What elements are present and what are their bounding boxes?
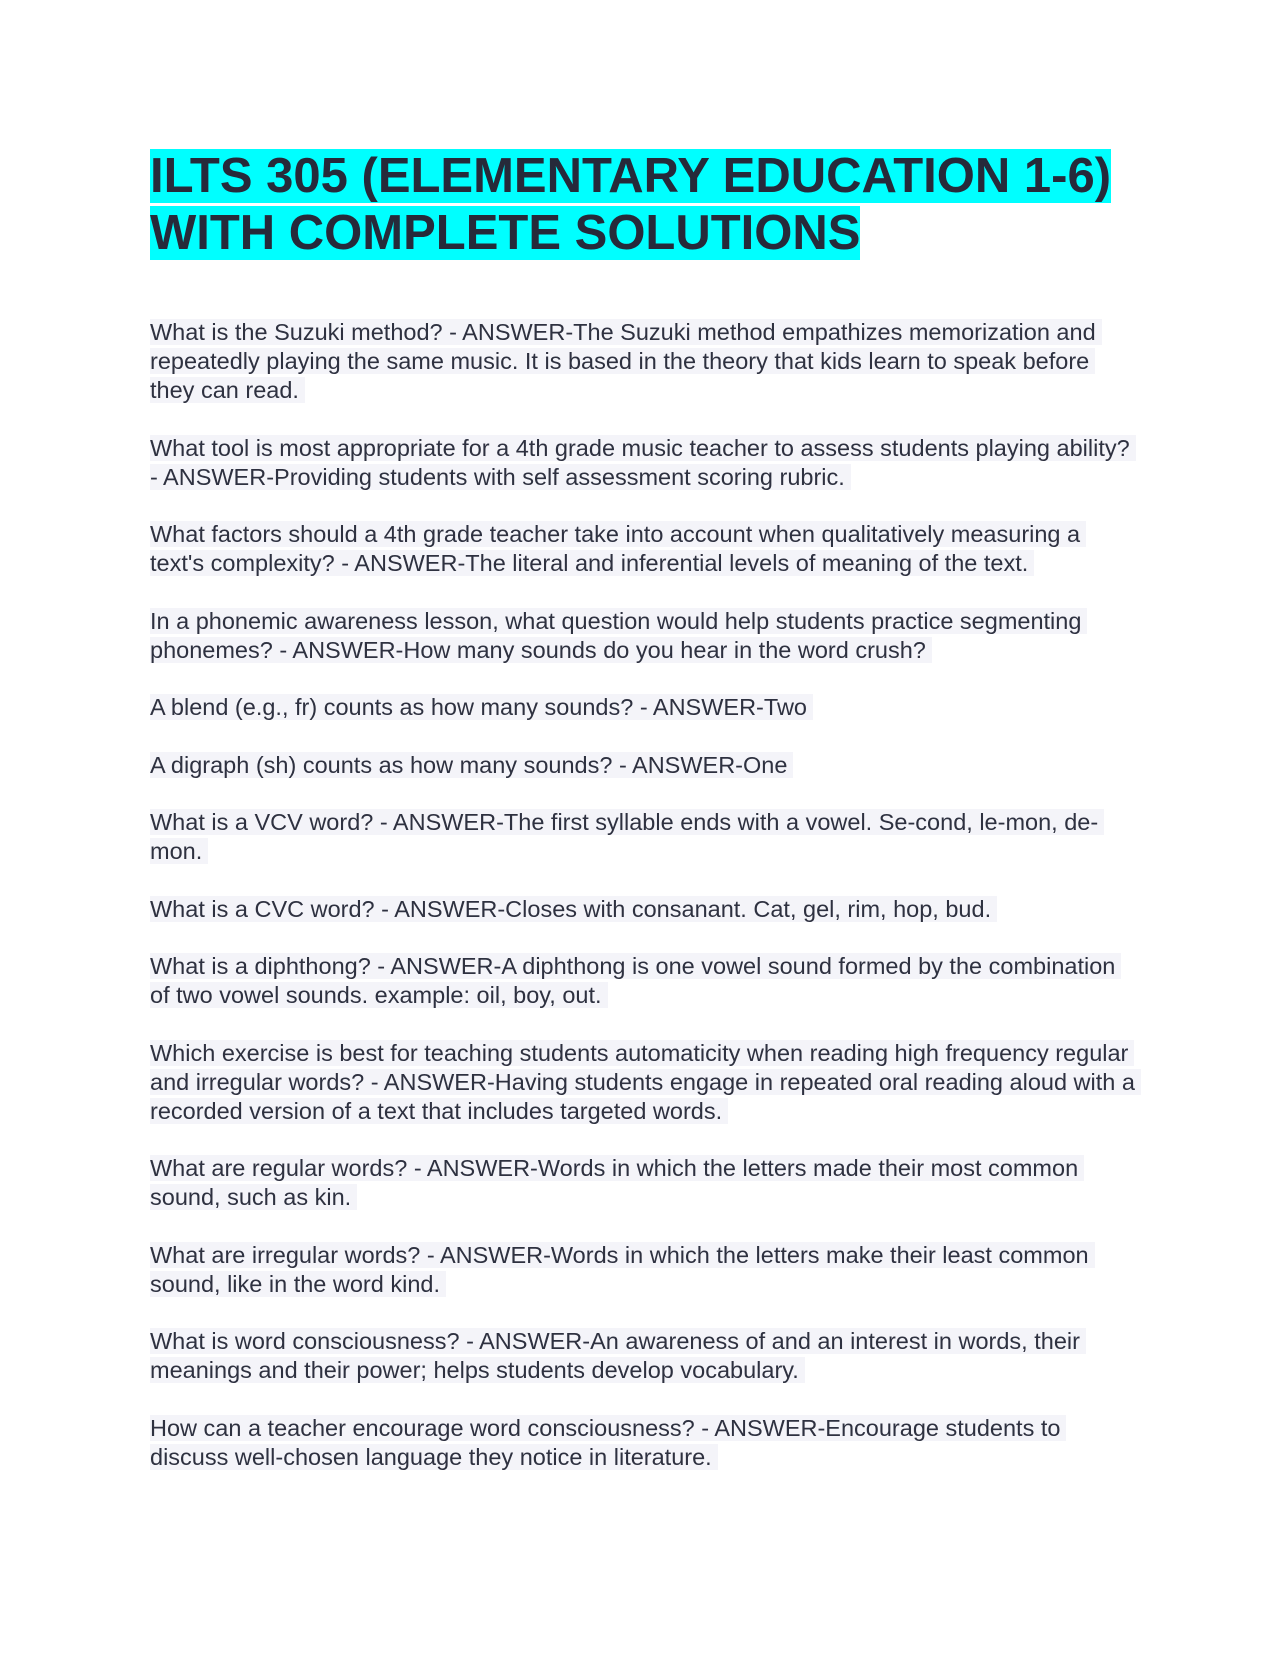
- qa-item-automaticity: [150, 1039, 1140, 1126]
- qa-item-irregular-words: [150, 1241, 1140, 1299]
- document-title-text: ILTS 305 (ELEMENTARY EDUCATION 1-6) WITH COMPLETE SOLUTIONS: [150, 149, 1112, 260]
- qa-item-suzuki-method: [150, 318, 1140, 405]
- qa-item-music-assessment: [150, 434, 1140, 492]
- qa-list: [150, 318, 1140, 1472]
- qa-item-vcv-word: [150, 808, 1140, 866]
- qa-item-digraph: [150, 751, 1140, 780]
- qa-item-regular-words: [150, 1154, 1140, 1212]
- qa-item-text: What is a VCV word? - ANSWER-The first syllable ends with a vowel. Se-cond, le-mon, de-mon.: [150, 809, 1104, 864]
- qa-item-cvc-word: [150, 895, 1140, 924]
- qa-item-encourage-word-consciousness: [150, 1414, 1140, 1472]
- qa-item-segmenting-phonemes: [150, 607, 1140, 665]
- qa-item-blend: [150, 693, 1140, 722]
- document-title: [150, 148, 1140, 262]
- qa-item-text: A digraph (sh) counts as how many sounds? - ANSWER-One: [150, 752, 793, 778]
- qa-item-text: A blend (e.g., fr) counts as how many sounds? - ANSWER-Two: [150, 694, 813, 720]
- qa-item-text: What is a diphthong? - ANSWER-A diphthong is one vowel sound formed by the combination of two vowel sounds. example: oil, boy, out.: [150, 953, 1121, 1008]
- qa-item-text-complexity: [150, 520, 1140, 578]
- qa-item-word-consciousness: [150, 1327, 1140, 1385]
- qa-item-diphthong: [150, 952, 1140, 1010]
- qa-item-text: How can a teacher encourage word consciousness? - ANSWER-Encourage students to discuss well-chosen language they notice in literature.: [150, 1415, 1066, 1470]
- qa-item-text: In a phonemic awareness lesson, what question would help students practice segmenting phonemes? - ANSWER-How many sounds do you hear in the word crush?: [150, 608, 1087, 663]
- qa-item-text: What is the Suzuki method? - ANSWER-The Suzuki method empathizes memorization and repeatedly playing the same music. It is based in the theory that kids learn to speak before they can read.: [150, 319, 1102, 403]
- qa-item-text: What is word consciousness? - ANSWER-An awareness of and an interest in words, their meanings and their power; helps students develop vocabulary.: [150, 1328, 1086, 1383]
- document-page: [150, 148, 1140, 1500]
- qa-item-text: What factors should a 4th grade teacher take into account when qualitatively measuring a text's complexity? - ANSWER-The literal and inferential levels of meaning of the text.: [150, 521, 1086, 576]
- qa-item-text: Which exercise is best for teaching students automaticity when reading high frequency regular and irregular words? - ANSWER-Having students engage in repeated oral reading aloud with a recorded version of a text that includes targeted words.: [150, 1040, 1141, 1124]
- qa-item-text: What are irregular words? - ANSWER-Words in which the letters make their least common sound, like in the word kind.: [150, 1242, 1095, 1297]
- qa-item-text: What are regular words? - ANSWER-Words in which the letters made their most common sound, such as kin.: [150, 1155, 1084, 1210]
- qa-item-text: What is a CVC word? - ANSWER-Closes with consanant. Cat, gel, rim, hop, bud.: [150, 896, 997, 922]
- qa-item-text: What tool is most appropriate for a 4th grade music teacher to assess students playing ability? - ANSWER-Providing students with self assessment scoring rubric.: [150, 435, 1136, 490]
